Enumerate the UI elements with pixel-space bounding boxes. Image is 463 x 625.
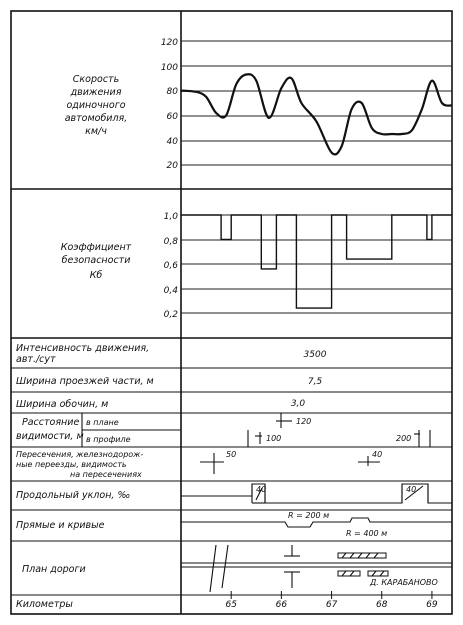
intensity-label-line1: Интенсивность движения, [16,343,150,354]
km-label: Километры [16,599,73,610]
crossings-label-line2: ные переезды, видимость [16,460,127,469]
coef-tick-0-8: 0,8 [163,237,178,247]
road-plan-label: План дороги [22,564,86,575]
coef-tick-1-0: 1,0 [163,212,178,222]
speed-curve [181,74,452,154]
coef-label [61,242,132,281]
intensity-label-line2: авт./сут [16,354,56,365]
speed-tick-40: 40 [166,137,178,147]
svg-text:автомобиля,: автомобиля, [64,113,128,124]
grade-profile [181,484,452,503]
coef-tick-0-6: 0,6 [163,261,178,271]
grade-label: Продольный уклон, ‰ [16,490,131,501]
svg-text:Скорость: Скорость [72,74,120,85]
speed-label [65,74,128,137]
svg-text:Коэффициент: Коэффициент [60,242,132,253]
visibility-markers [248,413,430,447]
grade-right-value: 40 [406,485,417,494]
visibility-profile-left-value: 100 [266,434,282,443]
visibility-label-line2: видимости, м [16,431,84,442]
svg-text:безопасности: безопасности [61,255,131,266]
svg-text:одиночного: одиночного [66,100,126,111]
km-tick-67: 67 [325,600,338,610]
svg-text:Кб: Кб [89,270,103,281]
coef-y-ticks [164,212,179,320]
visibility-plan-value: 120 [296,417,312,426]
visibility-plan-label: в плане [86,418,119,427]
svg-text:км/ч: км/ч [85,126,107,137]
speed-gridlines [181,41,452,165]
crossing-left-value: 50 [226,450,237,459]
coef-tick-0-4: 0,4 [163,286,178,296]
visibility-profile-right-value: 200 [396,434,412,443]
crossings-label-line3: на пересечениях [70,470,142,479]
speed-tick-100: 100 [160,63,178,73]
carriageway-value: 7,5 [307,377,323,387]
village-label: Д. КАРАБАНОВО [370,578,438,587]
crossing-right-value: 40 [372,450,383,459]
speed-y-ticks [161,38,178,171]
speed-tick-120: 120 [160,38,178,48]
curve2-label: R = 400 м [346,529,388,538]
km-tick-68: 68 [375,600,388,610]
shoulder-value: 3,0 [290,399,306,409]
visibility-profile-label: в профиле [86,435,131,444]
crossings-markers [200,450,382,474]
svg-text:движения: движения [70,87,122,98]
carriageway-label: Ширина проезжей части, м [16,376,154,387]
speed-tick-60: 60 [166,112,178,122]
km-tick-66: 66 [275,600,288,610]
curve1-label: R = 200 м [288,511,330,520]
coef-step-line [181,215,452,308]
visibility-label-line1: Расстояние [22,417,80,428]
intensity-value: 3500 [303,350,327,360]
crossings-label-line1: Пересечения, железнодорож- [16,450,144,459]
curves-diagram [181,511,452,538]
shoulder-label: Ширина обочин, м [16,399,109,410]
grade-left-value: 40 [256,485,267,494]
km-ticks [225,600,437,610]
speed-tick-80: 80 [166,87,178,97]
km-tick-65: 65 [225,600,237,610]
speed-tick-20: 20 [166,161,178,171]
straight-curves-label: Прямые и кривые [16,520,105,531]
km-tick-69: 69 [426,600,438,610]
coef-tick-0-2: 0,2 [163,310,178,320]
road-plan [181,545,452,592]
